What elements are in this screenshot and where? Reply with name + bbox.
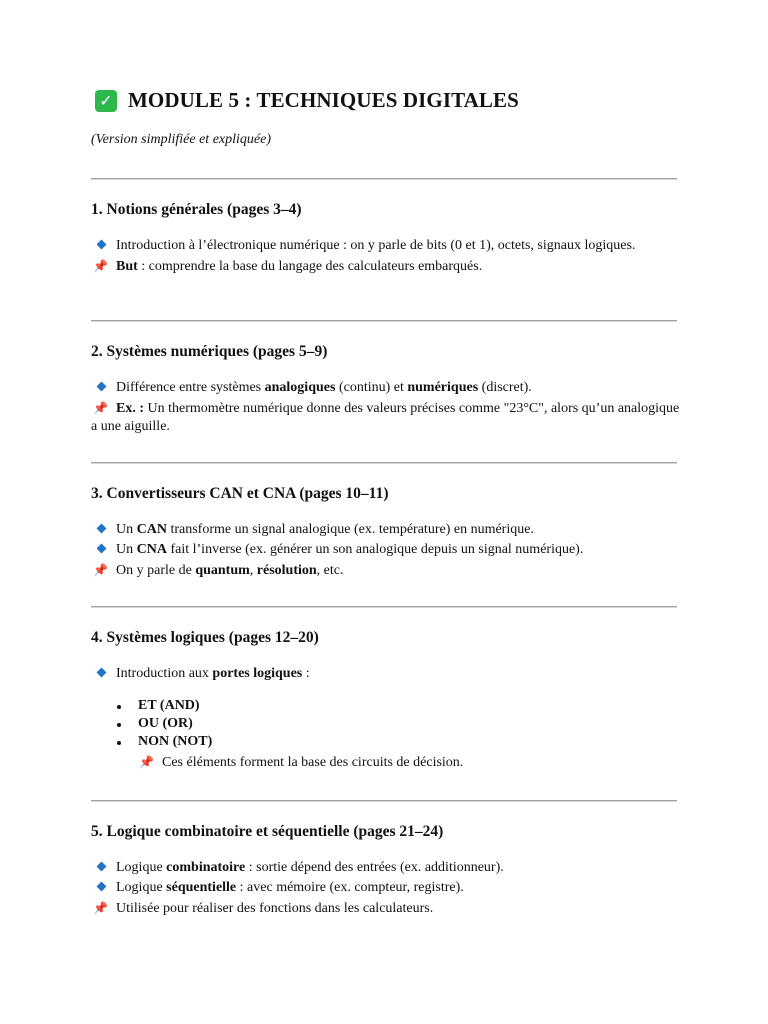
list-note: 📌 Ces éléments forment la base des circuits de décision. [139, 755, 464, 770]
list-item: Un CNA fait l’inverse (ex. générer un son analogique depuis un signal numérique). [91, 541, 681, 559]
blue-diamond-icon [97, 882, 107, 892]
gate-item: ET (AND) [91, 697, 681, 715]
pushpin-icon: 📌 [93, 563, 108, 577]
section-title: 1. Notions générales (pages 3–4) [91, 201, 302, 218]
section-5 [91, 823, 681, 920]
list-item: Introduction à l’électronique numérique : on y parle de bits (0 et 1), octets, signaux logiques. [91, 237, 681, 255]
list-item: Un CAN transforme un signal analogique (ex. température) en numérique. [91, 521, 681, 539]
section-title: 4. Systèmes logiques (pages 12–20) [91, 629, 319, 646]
divider [91, 320, 677, 322]
divider [91, 800, 677, 802]
divider [91, 606, 677, 608]
list-item: Différence entre systèmes analogiques (continu) et numériques (discret). [91, 379, 681, 397]
section-1 [91, 201, 681, 278]
section-title: 2. Systèmes numériques (pages 5–9) [91, 343, 328, 360]
section-2 [91, 343, 681, 438]
document-subtitle: (Version simplifiée et expliquée) [91, 132, 271, 147]
pushpin-icon: 📌 [93, 901, 108, 915]
list-item: Introduction aux portes logiques : [91, 665, 681, 683]
section-4 [91, 629, 681, 774]
list-item: 📌 Ex. : Un thermomètre numérique donne des valeurs précises comme "23°C", alors qu’un analogique a une aiguille. [91, 401, 680, 434]
divider [91, 462, 677, 464]
pushpin-icon: 📌 [93, 401, 108, 415]
list-item: Logique combinatoire : sortie dépend des entrées (ex. additionneur). [91, 859, 681, 877]
blue-diamond-icon [97, 862, 107, 872]
document-title-row [95, 88, 519, 113]
blue-diamond-icon [97, 544, 107, 554]
gates-list [91, 697, 681, 751]
section-title: 3. Convertisseurs CAN et CNA (pages 10–11) [91, 485, 389, 502]
pushpin-icon: 📌 [139, 755, 154, 769]
blue-diamond-icon [97, 240, 107, 250]
list-item: 📌 On y parle de quantum, résolution, etc. [93, 563, 344, 578]
document-title: MODULE 5 : TECHNIQUES DIGITALES [128, 88, 519, 112]
list-item: Logique séquentielle : avec mémoire (ex. compteur, registre). [91, 879, 681, 897]
blue-diamond-icon [97, 668, 107, 678]
gate-item: NON (NOT) [91, 733, 681, 751]
list-item: 📌 Utilisée pour réaliser des fonctions dans les calculateurs. [93, 901, 434, 916]
check-mark-icon: ✓ [95, 90, 117, 112]
blue-diamond-icon [97, 524, 107, 534]
gate-item: OU (OR) [91, 715, 681, 733]
section-title: 5. Logique combinatoire et séquentielle (pages 21–24) [91, 823, 444, 840]
list-item: 📌 But : comprendre la base du langage des calculateurs embarqués. [93, 259, 483, 274]
section-3 [91, 485, 681, 582]
blue-diamond-icon [97, 382, 107, 392]
pushpin-icon: 📌 [93, 259, 108, 273]
divider [91, 178, 677, 180]
